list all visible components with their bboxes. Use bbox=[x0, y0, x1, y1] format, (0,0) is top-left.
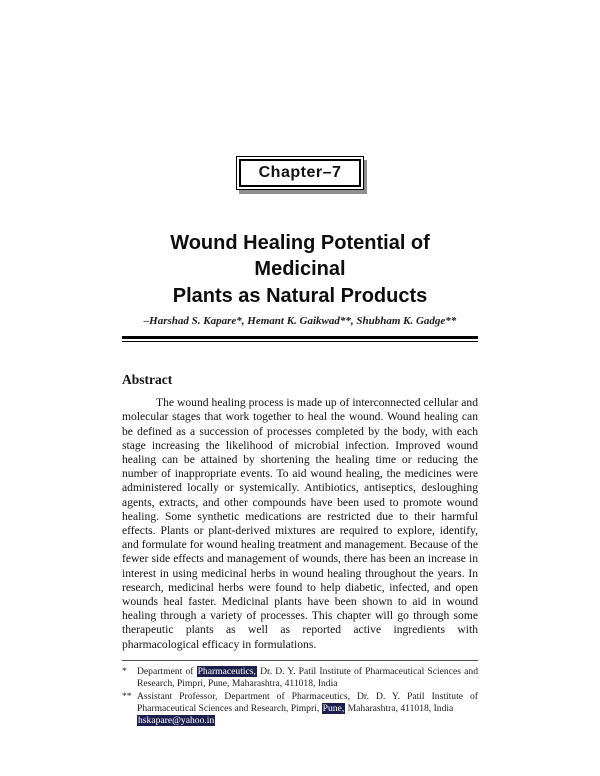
footnote-separator bbox=[122, 660, 478, 661]
abstract-heading: Abstract bbox=[122, 372, 173, 388]
footnote-2-marker: ** bbox=[122, 690, 132, 702]
rule-thick bbox=[122, 336, 478, 339]
authors-byline: –Harshad S. Kapare*, Hemant K. Gaikwad**, Shubham K. Gadge** bbox=[143, 315, 457, 328]
chapter-box-wrap bbox=[122, 156, 478, 190]
rule-thin bbox=[122, 341, 478, 342]
title-line-2: Plants as Natural Products bbox=[172, 284, 428, 307]
email-link[interactable]: hskapare@yahoo.in bbox=[138, 715, 215, 727]
abstract-paragraph: The wound healing process is made up of interconnected cellular and molecular stages that work together to heal the wound. Wound healing can be defined as a succession of processes completed by the body, with each stage increasing the likelihood of microbial infection. Improved wound healing can be attained by shortening the healing time or reducing the number of inappropriate events. To aid wound healing, the medicines were administered locally or systemically. Antibiotics, antiseptics, desloughing agents, extracts, and other compounds have been used to promote wound healing. Some synthetic medications are restricted due to their harmful effects. Plants or plant-derived mixtures are required to explore, identify, and formulate for wound healing treatment and management. Because of the fewer side effects and management of wounds, there has been an increase in interest in using medicinal herbs in wound healing throughout the years. In research, medicinal herbs were found to help diabetic, infected, and open wounds heal faster. Medicinal plants have been shown to aid in wound healing through a variety of processes. This chapter will go through some therapeutic plants as well as reported active ingredients with pharmacological efficacy in formulations. bbox=[122, 396, 478, 651]
footnote-1-text-pre: Department of bbox=[137, 665, 197, 677]
footnote-2 bbox=[122, 691, 478, 728]
footnote-2-highlighted-text: Pune, bbox=[322, 703, 345, 715]
footnote-2-text-pre: Assistant Professor, Department of Pharmaceutics, Dr. D. Y. Patil Institute of Pharmaceutical Sciences and Research, Pimpri, bbox=[137, 690, 478, 715]
footnote-2-text bbox=[137, 691, 478, 728]
double-rule bbox=[122, 336, 478, 342]
footnotes-block bbox=[122, 666, 478, 728]
title-line-1: Wound Healing Potential of Medicinal bbox=[170, 232, 430, 281]
footnote-1-text-post: Dr. D. Y. Patil Institute of Pharmaceutical Sciences and Research, Pimpri, Pune, Maharashtra, 411018, India bbox=[137, 665, 478, 690]
page-content bbox=[122, 0, 478, 728]
footnote-1-text bbox=[137, 666, 478, 691]
footnote-1 bbox=[122, 666, 478, 691]
chapter-title bbox=[122, 230, 478, 309]
footnote-2-text-post: Maharashtra, 411018, India bbox=[345, 703, 454, 715]
chapter-box bbox=[236, 156, 365, 190]
footnote-1-highlighted-text: Pharmaceutics, bbox=[197, 665, 256, 677]
footnote-1-marker: * bbox=[122, 665, 127, 677]
chapter-label: Chapter–7 bbox=[239, 159, 362, 187]
